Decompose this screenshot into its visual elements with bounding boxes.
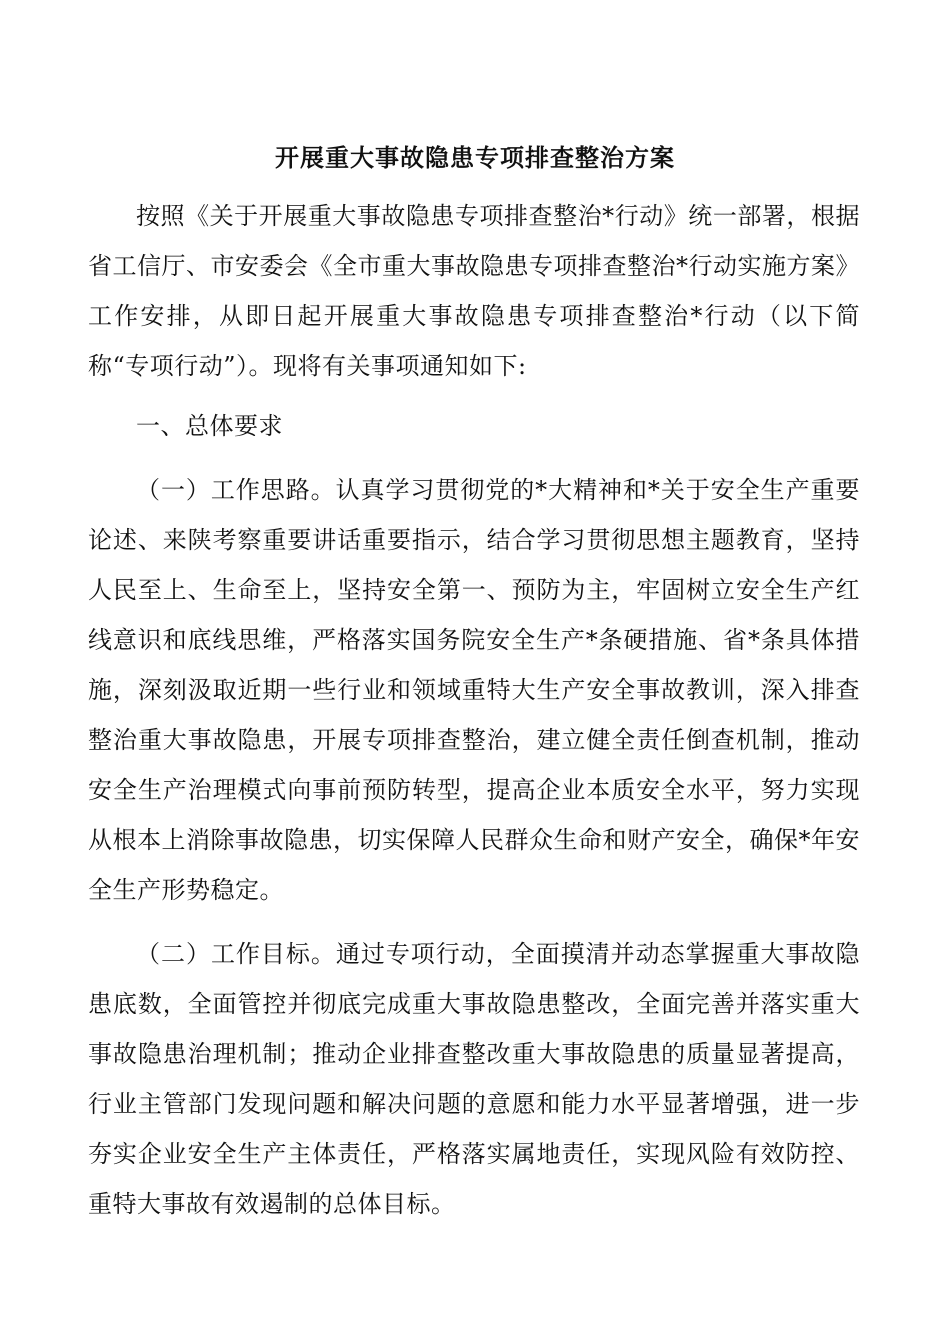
intro-paragraph: 按照《关于开展重大事故隐患专项排查整治*行动》统一部署，根据省工信厅、市安委会《全市重大事故隐患专项排查整治*行动实施方案》工作安排，从即日起开展重大事故隐患专项排查整治*行动（以下简称“专项行动”）。现将有关事项通知如下: bbox=[88, 202, 860, 380]
work-goals-paragraph: （二）工作目标。通过专项行动，全面摸清并动态掌握重大事故隐患底数，全面管控并彻底完成重大事故隐患整改，全面完善并落实重大事故隐患治理机制；推动企业排查整改重大事故隐患的质量显著提高，行业主管部门发现问题和解决问题的意愿和能力水平显著增强，进一步夯实企业安全生产主体责任，严格落实属地责任，实现风险有效防控、重特大事故有效遏制的总体目标。 bbox=[88, 940, 860, 1218]
document-title: 开展重大事故隐患专项排查整治方案 bbox=[275, 143, 675, 172]
section-heading-general-requirements: 一、总体要求 bbox=[136, 412, 283, 440]
work-approach-paragraph: （一）工作思路。认真学习贯彻党的*大精神和*关于安全生产重要论述、来陕考察重要讲话重要指示，结合学习贯彻思想主题教育，坚持人民至上、生命至上，坚持安全第一、预防为主，牢固树立安全生产红线意识和底线思维，严格落实国务院安全生产*条硬措施、省*条具体措施，深刻汲取近期一些行业和领域重特大生产安全事故教训，深入排查整治重大事故隐患，开展专项排查整治，建立健全责任倒查机制，推动安全生产治理模式向事前预防转型，提高企业本质安全水平，努力实现从根本上消除事故隐患，切实保障人民群众生命和财产安全，确保*年安全生产形势稳定。 bbox=[88, 476, 860, 904]
document-body bbox=[88, 191, 860, 1229]
